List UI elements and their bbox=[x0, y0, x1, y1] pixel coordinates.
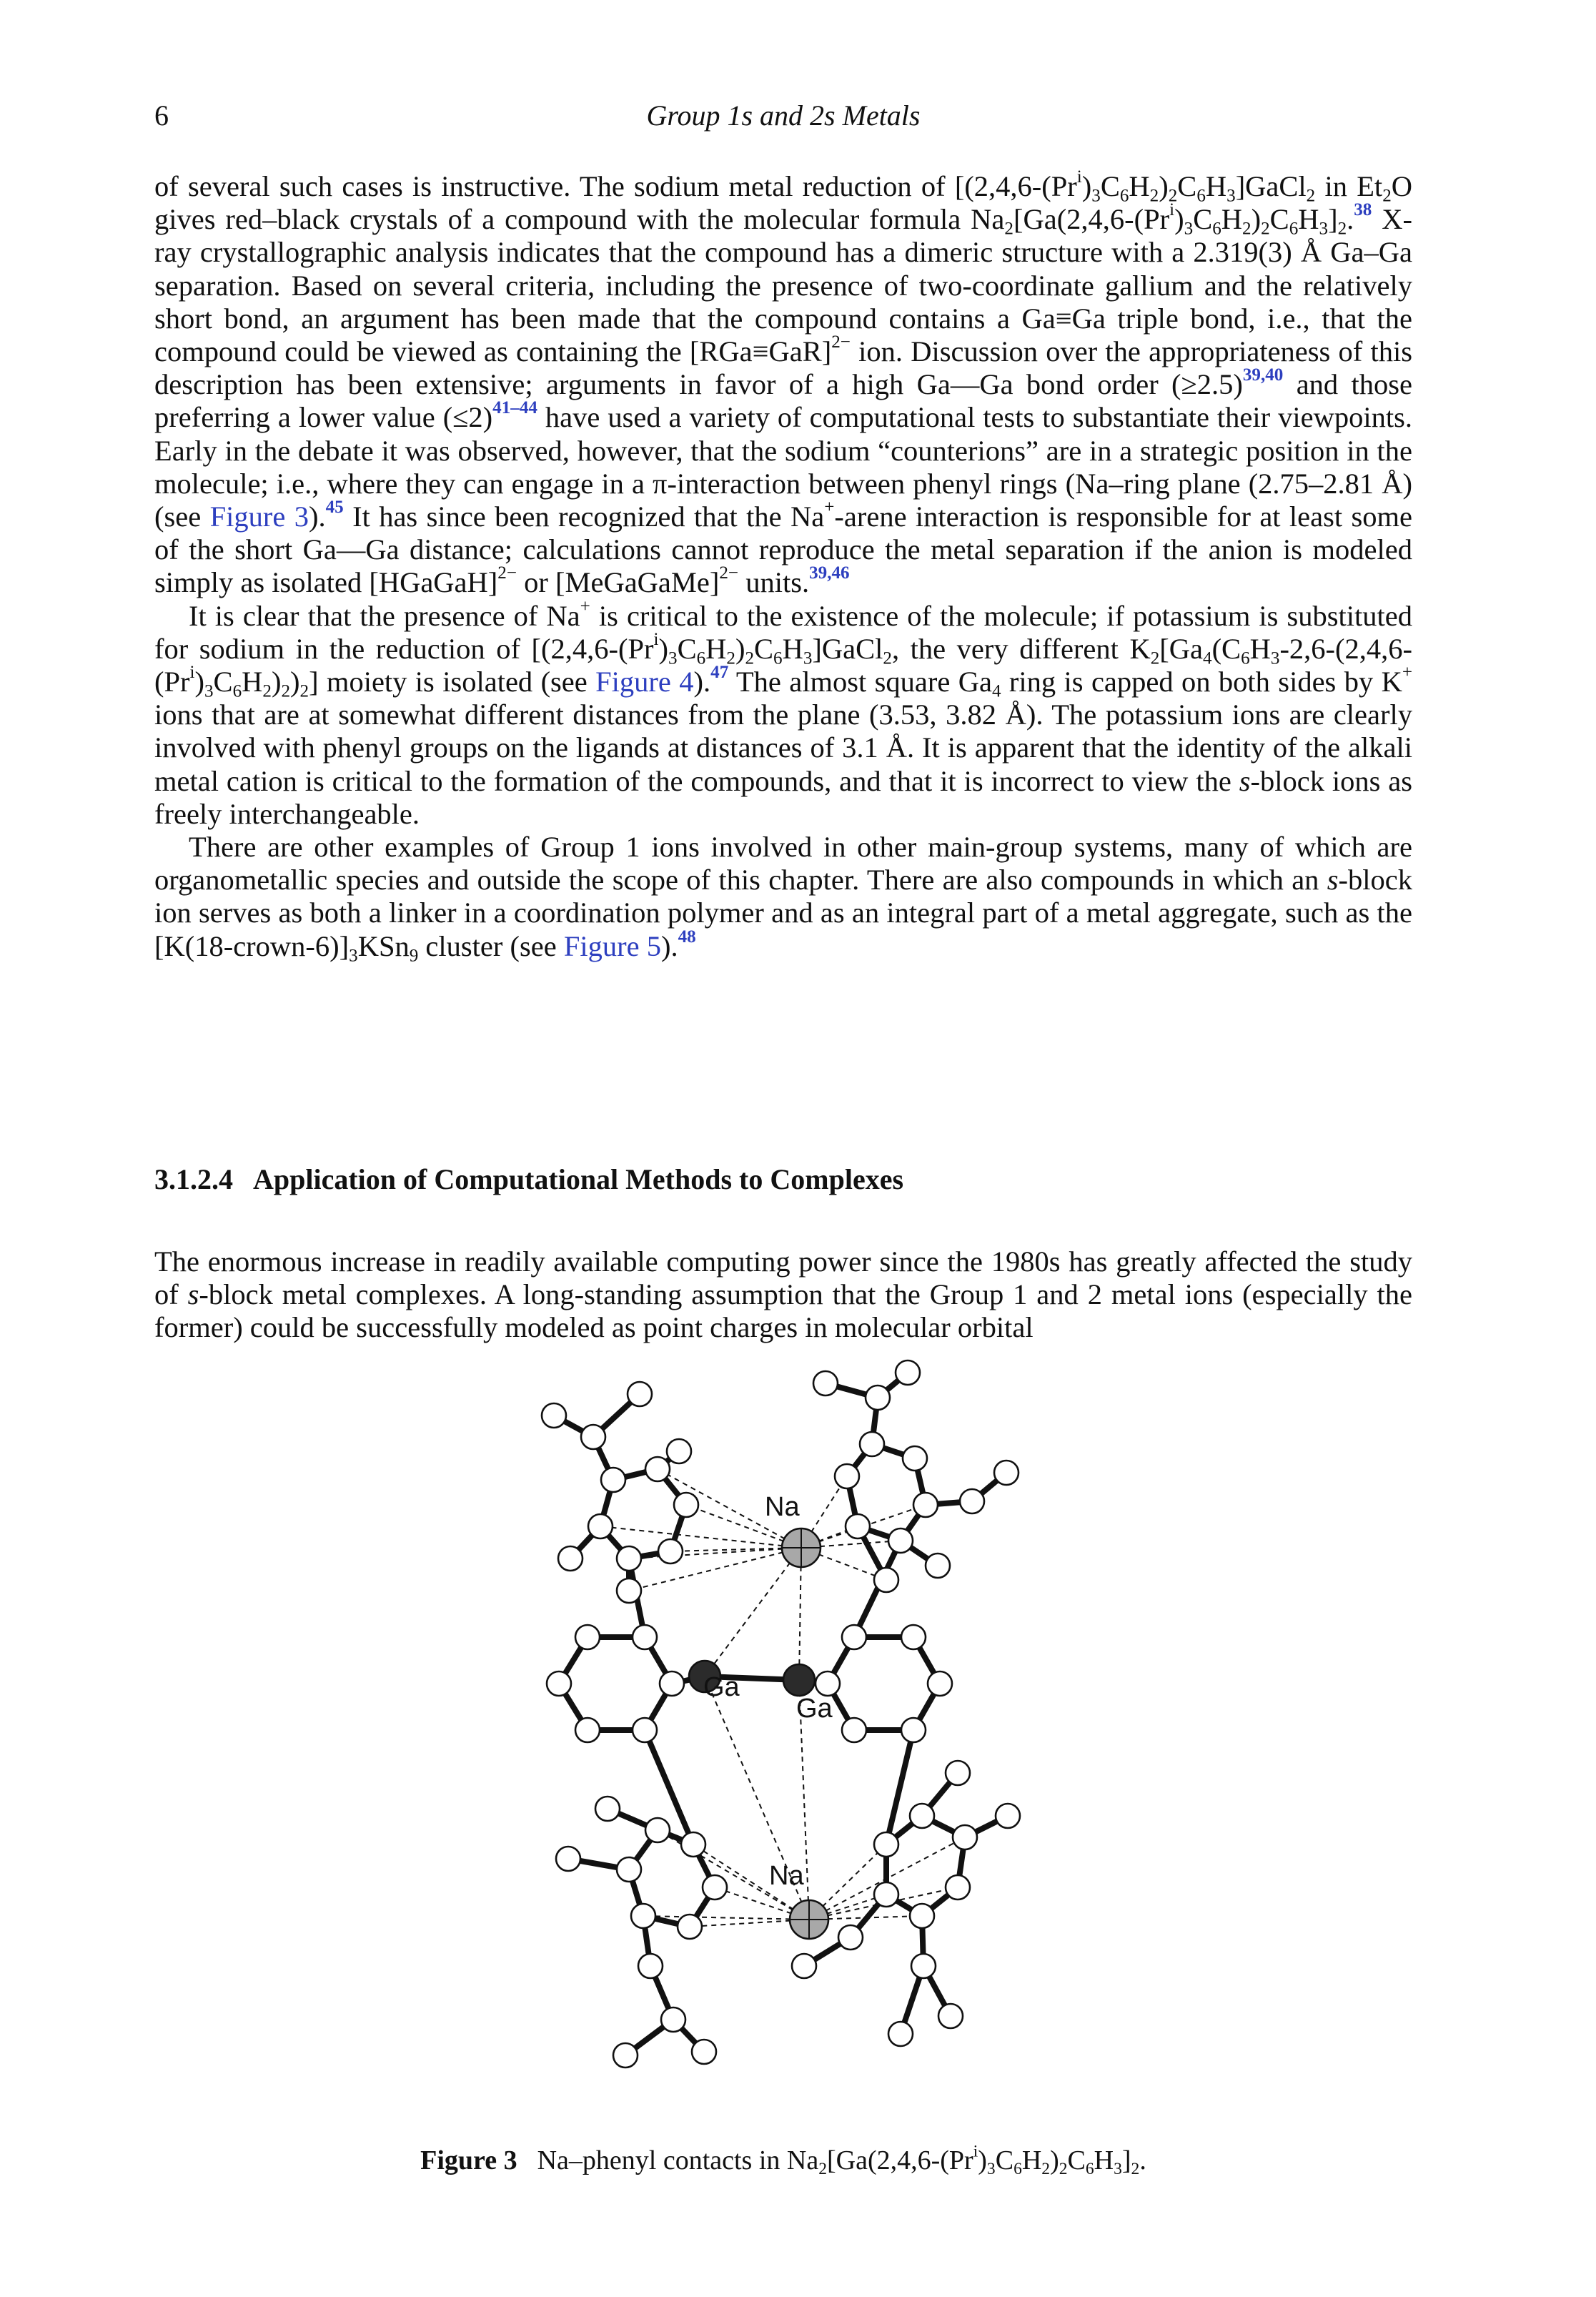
carbon-atom bbox=[660, 1671, 684, 1696]
carbon-atom bbox=[645, 1457, 670, 1481]
carbon-atom bbox=[901, 1625, 926, 1649]
carbon-atom bbox=[692, 2040, 716, 2064]
citation-41-44[interactable]: 41–44 bbox=[492, 398, 537, 418]
carbon-atom bbox=[816, 1671, 840, 1696]
carbon-atom bbox=[953, 1825, 977, 1849]
carbon-atom bbox=[874, 1832, 898, 1857]
running-title: Group 1s and 2s Metals bbox=[646, 99, 921, 132]
atom-label-na-top: Na bbox=[765, 1492, 800, 1522]
body-text-block-2 bbox=[154, 1245, 1412, 1345]
carbon-atom bbox=[575, 1718, 600, 1742]
carbon-atom bbox=[874, 1568, 898, 1592]
figure-4-link[interactable]: Figure 4 bbox=[595, 666, 694, 698]
carbon-atom bbox=[628, 1382, 652, 1406]
carbon-atom bbox=[896, 1360, 920, 1385]
carbon-atom bbox=[645, 1818, 670, 1842]
carbon-atom bbox=[595, 1797, 620, 1821]
carbon-atom bbox=[938, 2004, 963, 2028]
carbon-atom bbox=[813, 1371, 838, 1396]
carbon-atom bbox=[613, 2043, 638, 2068]
carbon-atom bbox=[910, 1904, 934, 1928]
citation-39-46[interactable]: 39,46 bbox=[809, 563, 850, 583]
section-number: 3.1.2.4 bbox=[154, 1163, 233, 1195]
carbon-atom bbox=[926, 1553, 950, 1578]
carbon-atom bbox=[556, 1847, 580, 1871]
citation-45[interactable]: 45 bbox=[325, 498, 344, 518]
citation-38[interactable]: 38 bbox=[1354, 200, 1372, 220]
paragraph-2: It is clear that the presence of Na+ is critical to the existence of the molecule; if potassium is substituted for sodium in the reduction of $[(2,4,6-(Pr^i)_3C_6H_2)_2C_6H_3]GaCl_2$, the very different $K_2[Ga_4(C_6H_3-2,6-(2,4,6-(Pr^i)_3C_6H_2)_2)_2]$ moiety is isolated (see Figure 4).$^{47}$ The almost square $Ga_4$ ring is capped on both sides by K+ ions that are at somewhat different distances from the plane (3.53, 3.82 Å). The potassium ions are clearly involved with phenyl groups on the ligands at distances of 3.1 Å. It is apparent that the identity of the alkali metal cation is critical to the formation of the compounds, and that it is incorrect to view the s-block ions as freely interchangeable. bbox=[154, 596, 1413, 830]
carbon-atom bbox=[617, 1546, 641, 1571]
citation-47[interactable]: 47 bbox=[710, 663, 729, 683]
atom-label-ga-right: Ga bbox=[796, 1694, 833, 1724]
carbon-atom bbox=[994, 1461, 1018, 1485]
carbon-atom bbox=[846, 1514, 870, 1538]
carbon-atom bbox=[678, 1915, 702, 1939]
carbon-atom bbox=[792, 1954, 816, 1978]
page-number: 6 bbox=[154, 99, 169, 132]
carbon-atom bbox=[996, 1804, 1020, 1828]
carbon-atom bbox=[633, 1718, 657, 1742]
carbon-atom bbox=[631, 1904, 655, 1928]
gallium-atom bbox=[783, 1664, 815, 1696]
carbon-atom bbox=[581, 1425, 605, 1449]
body-text-block-1 bbox=[154, 167, 1413, 966]
atom-label-na-bottom: Na bbox=[769, 1861, 804, 1891]
carbon-atom bbox=[575, 1625, 600, 1649]
carbon-atom bbox=[588, 1514, 613, 1538]
carbon-atom bbox=[928, 1671, 952, 1696]
carbon-atom bbox=[617, 1857, 641, 1882]
carbon-atom bbox=[542, 1403, 566, 1428]
figure-3-structure bbox=[486, 1344, 1115, 2123]
caption-label: Figure 3 bbox=[420, 2145, 517, 2175]
carbon-atom bbox=[960, 1489, 984, 1513]
citation-39-40[interactable]: 39,40 bbox=[1242, 365, 1284, 385]
carbon-atom bbox=[703, 1875, 727, 1900]
figure-caption: Figure 3 Na–phenyl contacts in $Na_2[Ga(2,4,6-(Pr^i)_3C_6H_2)_2C_6H_3]_2$. bbox=[420, 2142, 1146, 2179]
figure-3-link[interactable]: Figure 3 bbox=[209, 500, 309, 533]
carbon-atom bbox=[842, 1625, 866, 1649]
carbon-atom bbox=[661, 2007, 685, 2032]
paragraph-3: There are other examples of Group 1 ions involved in other main-group systems, many of which are organometallic species and outside the scope of this chapter. There are also compounds in which an s-block ion serves as both a linker in a coordination polymer and as an integral part of a metal aggregate, such as the $[K(18-crown-6)]_3KSn_9$ cluster (see Figure 5).$^{48}$ bbox=[154, 831, 1412, 966]
carbon-atom bbox=[866, 1385, 890, 1410]
carbon-atom bbox=[946, 1761, 970, 1785]
carbon-atom bbox=[558, 1546, 583, 1571]
carbon-atom bbox=[617, 1579, 641, 1603]
carbon-atom bbox=[838, 1925, 863, 1950]
carbon-atom bbox=[888, 1528, 913, 1553]
carbon-atom bbox=[601, 1468, 625, 1492]
citation-48[interactable]: 48 bbox=[678, 927, 696, 947]
carbon-atom bbox=[911, 1954, 936, 1978]
carbon-atom bbox=[903, 1446, 927, 1471]
carbon-atom bbox=[901, 1718, 926, 1742]
section-title: Application of Computational Methods to Complexes bbox=[253, 1163, 904, 1195]
carbon-atom bbox=[658, 1539, 683, 1564]
figure-5-link[interactable]: Figure 5 bbox=[563, 929, 661, 962]
section-heading bbox=[154, 1162, 1412, 1196]
page-header bbox=[154, 99, 1412, 142]
carbon-atom bbox=[633, 1625, 657, 1649]
atom-label-ga-left: Ga bbox=[703, 1672, 740, 1702]
carbon-atom bbox=[842, 1718, 866, 1742]
molecular-structure-diagram bbox=[486, 1344, 1115, 2123]
paragraph-1: of several such cases is instructive. The sodium metal reduction of $[(2,4,6-(Pr^i)_3C_6H_2)_2C_6H_3]GaCl_2$ in $Et_2O$ gives red–black crystals of a compound with the molecular formula $Na_2[Ga(2,4,6-(Pr^i)_3C_6H_2)_2C_6H_3]_2.^{38}$ X-ray crystallographic analysis indicates that the compound has a dimeric structure with a 2.319(3) Å Ga–Ga separation. Based on several criteria, including the presence of two-coordinate gallium and the relatively short bond, an argument has been made that the compound contains a Ga≡Ga triple bond, i.e., that the compound could be viewed as containing the $[RGa\equiv GaR]^{2-}$ ion. Discussion over the appropriateness of this description has been extensive; arguments in favor of a high Ga—Ga bond order (≥2.5)$^{39,40}$ and those preferring a lower value (≤2)$^{41-44}$ have used a variety of computational tests to substantiate their viewpoints. Early in the debate it was observed, however, that the sodium “counterions” are in a strategic position in the molecule; i.e., where they can engage in a π-interaction between phenyl rings (Na–ring plane (2.75–2.81 Å) (see Figure 3).$^{45}$ It has since been recognized that the Na+-arene interaction is responsible for at least some of the short Ga—Ga distance; calculations cannot reproduce the metal separation if the anion is modeled simply as isolated [HGaGaH]$^{2-}$ or [MeGaGaMe]$^{2-}$ units.$^{39,46}$ bbox=[154, 167, 1413, 599]
carbon-atom bbox=[860, 1432, 884, 1456]
carbon-atom bbox=[667, 1439, 691, 1463]
carbon-atom bbox=[874, 1882, 898, 1907]
carbon-atom bbox=[638, 1954, 663, 1978]
na-contact-line bbox=[705, 1548, 801, 1676]
paragraph-4: The enormous increase in readily available computing power since the 1980s has greatly affected the study of s-block metal complexes. A long-standing assumption that the Group 1 and 2 metal ions (especially the former) could be successfully modeled as point charges in molecular orbital bbox=[154, 1245, 1412, 1344]
carbon-atom bbox=[888, 2022, 913, 2046]
carbon-atom bbox=[913, 1493, 938, 1517]
carbon-atom bbox=[910, 1804, 934, 1828]
carbon-atom bbox=[674, 1493, 698, 1517]
carbon-atom bbox=[835, 1464, 859, 1488]
carbon-atom bbox=[681, 1832, 705, 1857]
carbon-atom bbox=[547, 1671, 571, 1696]
carbon-atom bbox=[946, 1875, 970, 1900]
